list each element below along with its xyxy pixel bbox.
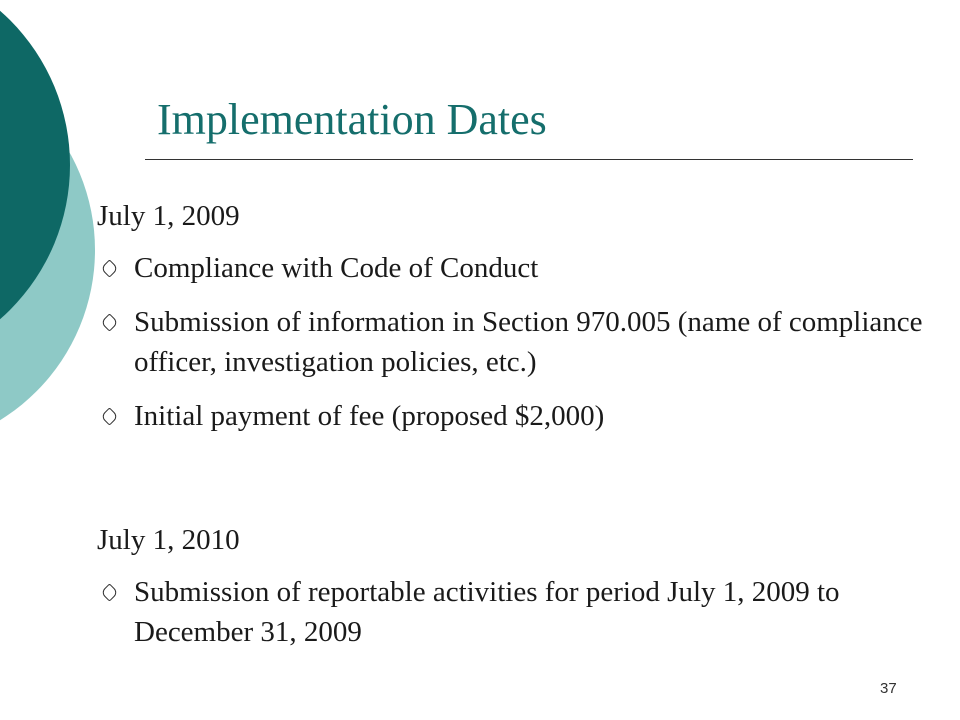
section-july-2010 xyxy=(97,522,927,652)
bullet-text: Compliance with Code of Conduct xyxy=(134,252,539,284)
page-number: 37 xyxy=(880,680,897,697)
hollow-diamond-icon xyxy=(100,407,118,425)
title-divider xyxy=(145,159,913,160)
section-july-2009 xyxy=(97,198,927,436)
bullet-text: Submission of reportable activities for period July 1, 2009 to December 31, 2009 xyxy=(134,576,840,648)
bullet-list xyxy=(97,248,927,436)
hollow-diamond-icon xyxy=(100,313,118,331)
list-item xyxy=(97,396,927,436)
bullet-text: Submission of information in Section 970.005 (name of compliance officer, investigation policies, etc.) xyxy=(134,306,923,378)
slide-title: Implementation Dates xyxy=(157,95,547,144)
dark-teal-circle xyxy=(0,0,70,370)
light-teal-circle xyxy=(0,50,95,450)
section-heading: July 1, 2010 xyxy=(97,524,240,556)
hollow-diamond-icon xyxy=(100,583,118,601)
list-item xyxy=(97,572,927,652)
bullet-list xyxy=(97,572,927,652)
section-heading: July 1, 2009 xyxy=(97,200,240,232)
list-item xyxy=(97,248,927,288)
hollow-diamond-icon xyxy=(100,259,118,277)
list-item xyxy=(97,302,927,382)
bullet-text: Initial payment of fee (proposed $2,000) xyxy=(134,400,605,432)
